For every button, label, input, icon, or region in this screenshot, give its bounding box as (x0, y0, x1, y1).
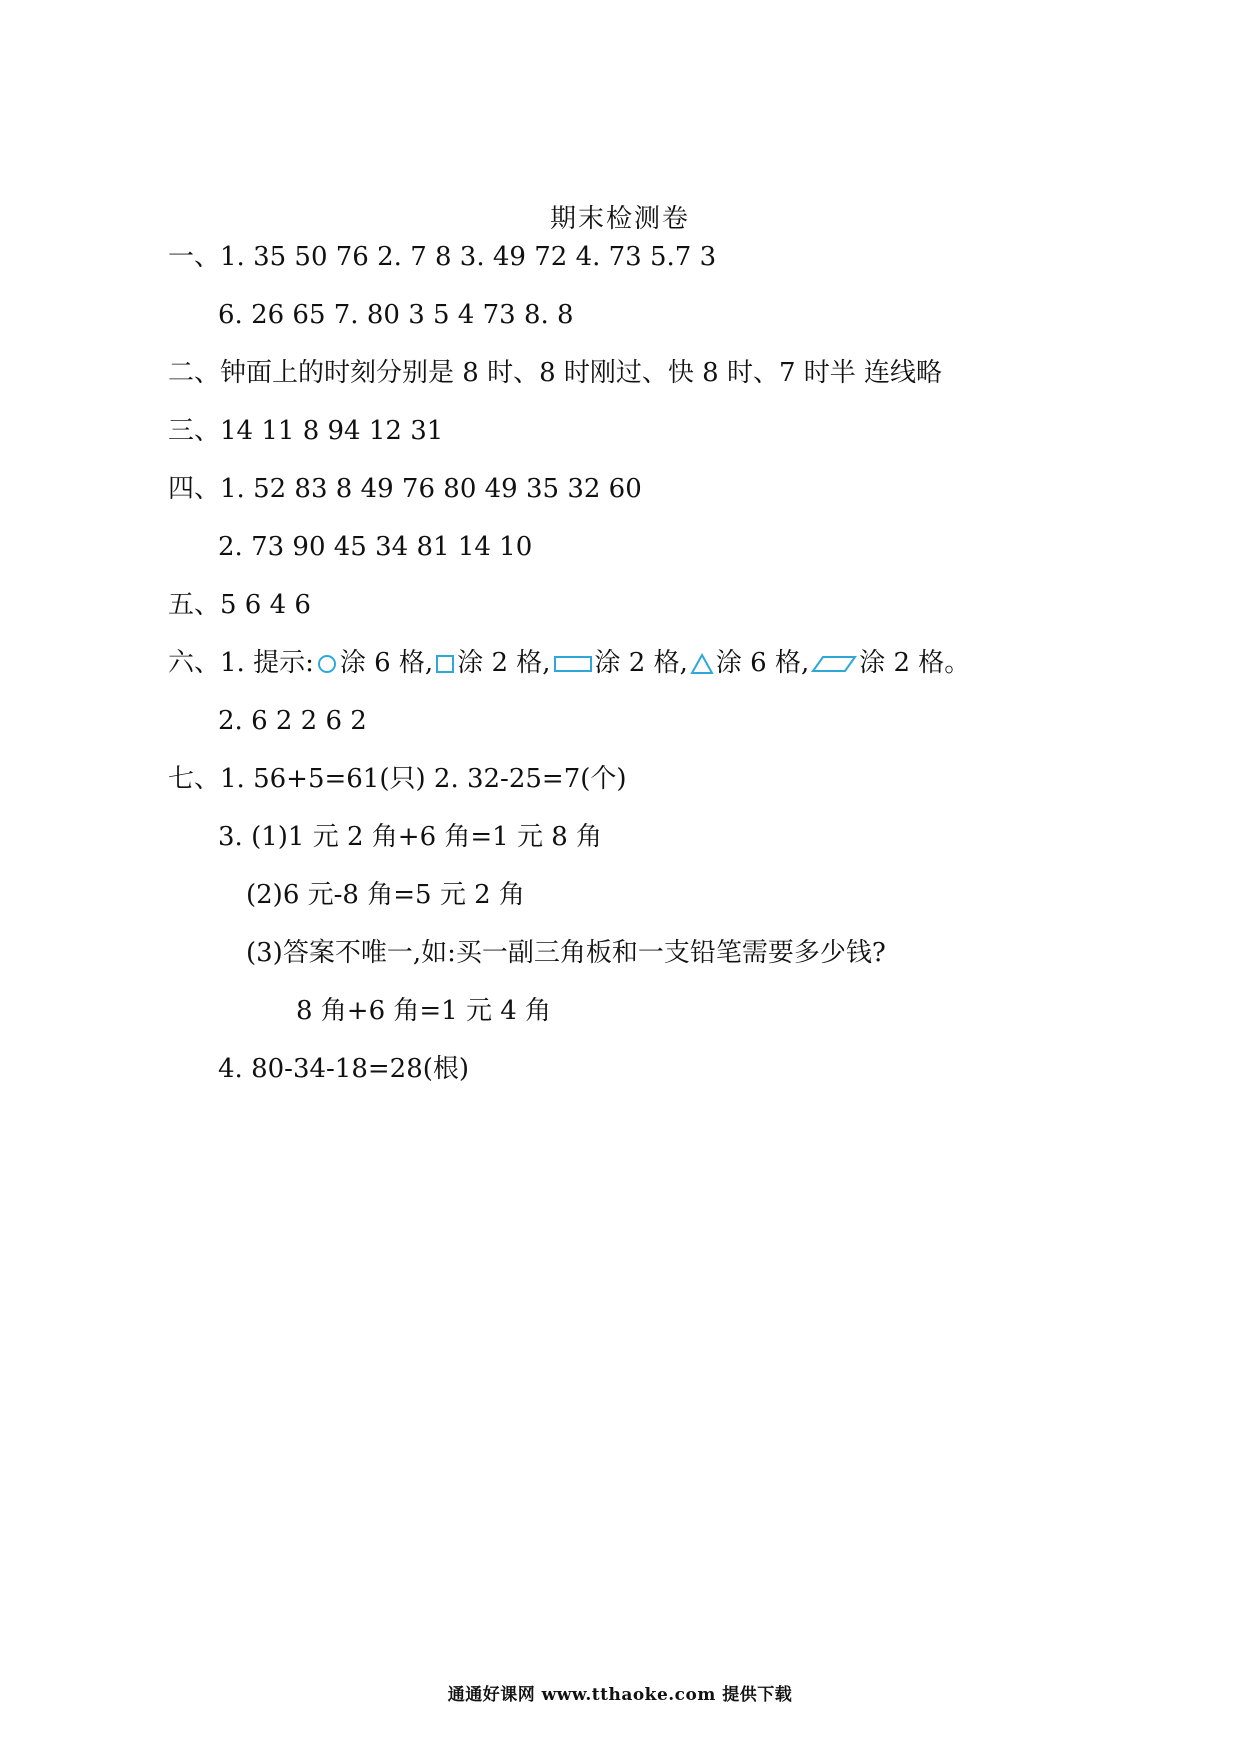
section-7-line-1: 七、1. 56+5=61(只) 2. 32-25=7(个) (168, 764, 627, 794)
section-1-line-2: 6. 26 65 7. 80 3 5 4 73 8. 8 (218, 300, 574, 330)
parallelogram-shape-icon (811, 654, 857, 674)
section-7-q3-part-3: (3)答案不唯一,如:买一副三角板和一支铅笔需要多少钱? (246, 938, 886, 968)
section-3: 三、14 11 8 94 12 31 (168, 416, 444, 446)
section-7-q3-part-2: (2)6 元-8 角=5 元 2 角 (246, 880, 525, 910)
section-1-line-1: 一、1. 35 50 76 2. 7 8 3. 49 72 4. 73 5.7 3 (168, 242, 717, 272)
square-shape-icon (435, 654, 455, 674)
rectangle-hint: 涂 2 格, (594, 648, 688, 678)
triangle-shape-icon (690, 653, 714, 675)
section-7-q3-part-1: 3. (1)1 元 2 角+6 角=1 元 8 角 (218, 822, 603, 852)
page-title: 期末检测卷 (549, 204, 690, 234)
section-7-q4: 4. 80-34-18=28(根) (218, 1054, 470, 1084)
section-4-line-2: 2. 73 90 45 34 81 14 10 (218, 532, 533, 562)
circle-hint: 涂 6 格, (339, 648, 434, 678)
section-5: 五、5 6 4 6 (168, 590, 311, 620)
section-4-line-1: 四、1. 52 83 8 49 76 80 49 35 32 60 (168, 474, 642, 504)
section-6-prefix: 六、1. 提示: (168, 648, 314, 678)
parallelogram-hint: 涂 2 格。 (859, 648, 971, 678)
section-6-line-2: 2. 6 2 2 6 2 (218, 706, 367, 736)
section-6-line-1 (168, 648, 970, 678)
circle-shape-icon (316, 653, 338, 675)
square-hint: 涂 2 格, (457, 648, 551, 678)
footer-credit: 通通好课网 www.tthaoke.com 提供下载 (447, 1685, 793, 1705)
section-7-q3-part-3-answer: 8 角+6 角=1 元 4 角 (296, 996, 552, 1026)
triangle-hint: 涂 6 格, (715, 648, 810, 678)
rectangle-shape-icon (553, 654, 593, 674)
section-2: 二、钟面上的时刻分别是 8 时、8 时刚过、快 8 时、7 时半 连线略 (168, 358, 943, 388)
